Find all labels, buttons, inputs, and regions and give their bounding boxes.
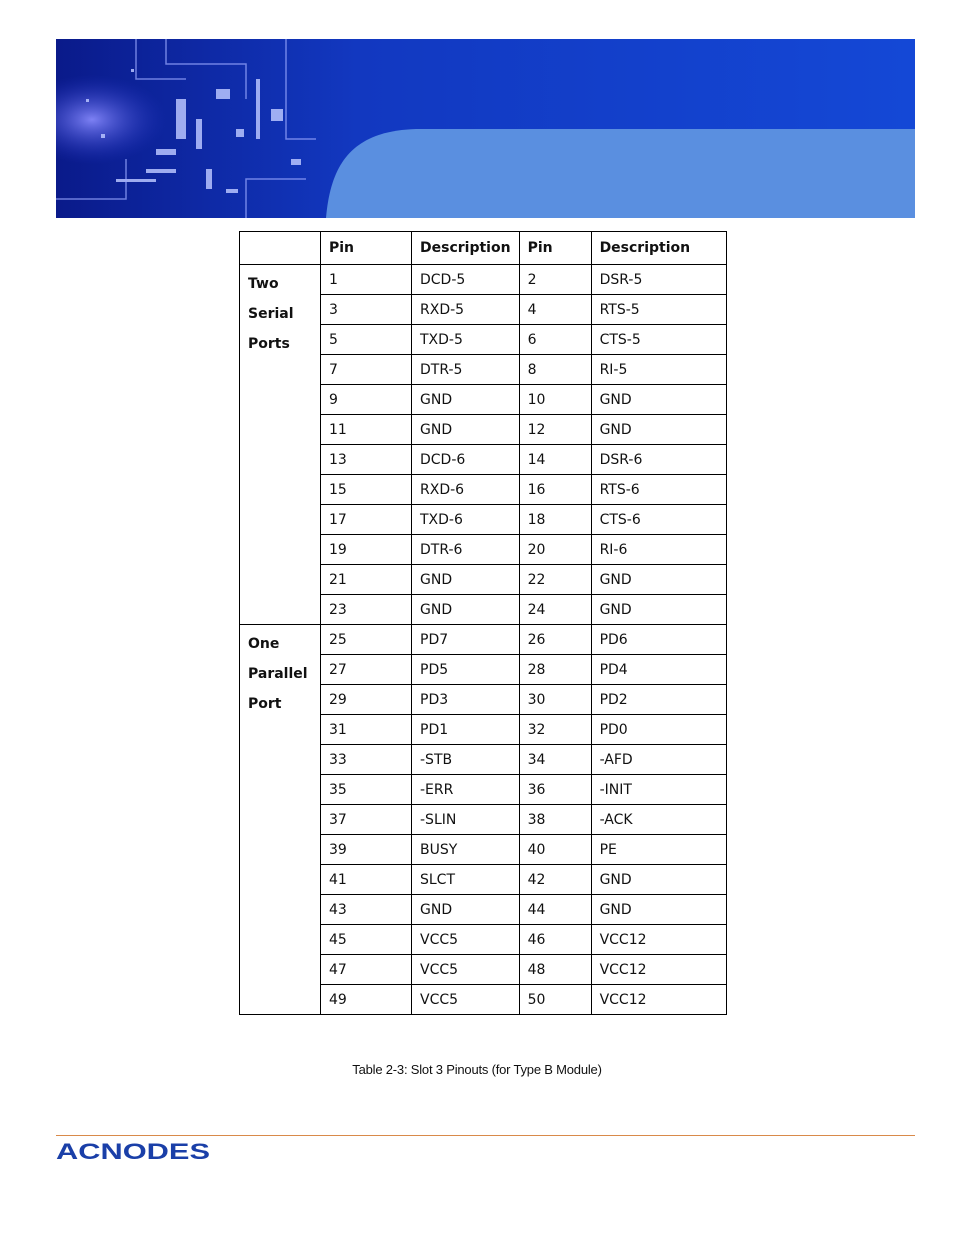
description-cell: RXD-5 — [412, 295, 520, 325]
pin-cell: 36 — [519, 775, 591, 805]
group-label — [240, 625, 321, 1015]
pin-cell: 6 — [519, 325, 591, 355]
description-cell: GND — [412, 895, 520, 925]
pin-cell: 21 — [321, 565, 412, 595]
description-cell: -SLIN — [412, 805, 520, 835]
description-cell: PD3 — [412, 685, 520, 715]
description-cell: PD2 — [591, 685, 726, 715]
description-cell: -INIT — [591, 775, 726, 805]
description-cell: PD4 — [591, 655, 726, 685]
description-cell: RTS-5 — [591, 295, 726, 325]
table-caption: Table 2-3: Slot 3 Pinouts (for Type B Module) — [352, 1062, 602, 1077]
logo-text: ACNODES — [56, 1139, 210, 1164]
pin-cell: 3 — [321, 295, 412, 325]
description-cell: DTR-6 — [412, 535, 520, 565]
header-cell-description: Description — [591, 232, 726, 265]
description-cell: PD0 — [591, 715, 726, 745]
description-cell: CTS-5 — [591, 325, 726, 355]
table-row — [240, 265, 727, 295]
description-cell: GND — [591, 595, 726, 625]
group-label-line: Serial — [248, 306, 294, 322]
pin-cell: 8 — [519, 355, 591, 385]
description-cell: VCC12 — [591, 955, 726, 985]
description-cell: DCD-5 — [412, 265, 520, 295]
description-cell: CTS-6 — [591, 505, 726, 535]
description-cell: TXD-6 — [412, 505, 520, 535]
pin-cell: 40 — [519, 835, 591, 865]
pin-cell: 45 — [321, 925, 412, 955]
description-cell: VCC5 — [412, 925, 520, 955]
description-cell: RI-6 — [591, 535, 726, 565]
pin-cell: 32 — [519, 715, 591, 745]
table-row — [240, 625, 727, 655]
description-cell: DTR-5 — [412, 355, 520, 385]
description-cell: PD1 — [412, 715, 520, 745]
pinout-table-body — [240, 265, 727, 1015]
pin-cell: 9 — [321, 385, 412, 415]
pin-cell: 43 — [321, 895, 412, 925]
pin-cell: 24 — [519, 595, 591, 625]
table-header-row — [240, 232, 727, 265]
description-cell: DSR-6 — [591, 445, 726, 475]
group-label-line: Ports — [248, 336, 290, 352]
group-label-line: Parallel — [248, 666, 308, 682]
pin-cell: 19 — [321, 535, 412, 565]
pin-cell: 2 — [519, 265, 591, 295]
pin-cell: 5 — [321, 325, 412, 355]
description-cell: DCD-6 — [412, 445, 520, 475]
pin-cell: 15 — [321, 475, 412, 505]
footer-rule — [56, 1135, 915, 1136]
pin-cell: 42 — [519, 865, 591, 895]
pin-cell: 44 — [519, 895, 591, 925]
description-cell: PD5 — [412, 655, 520, 685]
description-cell: GND — [591, 415, 726, 445]
pin-cell: 41 — [321, 865, 412, 895]
description-cell: -STB — [412, 745, 520, 775]
description-cell: VCC5 — [412, 955, 520, 985]
pin-cell: 34 — [519, 745, 591, 775]
pin-cell: 30 — [519, 685, 591, 715]
group-label-line: Two — [248, 276, 279, 292]
header-cell-pin: Pin — [321, 232, 412, 265]
pin-cell: 16 — [519, 475, 591, 505]
pin-cell: 26 — [519, 625, 591, 655]
description-cell: GND — [412, 415, 520, 445]
description-cell: GND — [412, 595, 520, 625]
pinout-table — [239, 231, 727, 1015]
description-cell: SLCT — [412, 865, 520, 895]
description-cell: -AFD — [591, 745, 726, 775]
pin-cell: 28 — [519, 655, 591, 685]
description-cell: PD6 — [591, 625, 726, 655]
pin-cell: 39 — [321, 835, 412, 865]
pin-cell: 31 — [321, 715, 412, 745]
pin-cell: 47 — [321, 955, 412, 985]
pin-cell: 14 — [519, 445, 591, 475]
pin-cell: 17 — [321, 505, 412, 535]
pin-cell: 37 — [321, 805, 412, 835]
pin-cell: 46 — [519, 925, 591, 955]
description-cell: RXD-6 — [412, 475, 520, 505]
pin-cell: 48 — [519, 955, 591, 985]
description-cell: PD7 — [412, 625, 520, 655]
header-cell-description: Description — [412, 232, 520, 265]
pin-cell: 50 — [519, 985, 591, 1015]
description-cell: VCC12 — [591, 925, 726, 955]
description-cell: VCC5 — [412, 985, 520, 1015]
pin-cell: 38 — [519, 805, 591, 835]
pin-cell: 20 — [519, 535, 591, 565]
description-cell: VCC12 — [591, 985, 726, 1015]
description-cell: -ERR — [412, 775, 520, 805]
pin-cell: 27 — [321, 655, 412, 685]
pin-cell: 33 — [321, 745, 412, 775]
pin-cell: 4 — [519, 295, 591, 325]
pin-cell: 7 — [321, 355, 412, 385]
pin-cell: 35 — [321, 775, 412, 805]
description-cell: GND — [591, 865, 726, 895]
pin-cell: 10 — [519, 385, 591, 415]
description-cell: -ACK — [591, 805, 726, 835]
pin-cell: 12 — [519, 415, 591, 445]
pin-cell: 49 — [321, 985, 412, 1015]
pin-cell: 22 — [519, 565, 591, 595]
pin-cell: 13 — [321, 445, 412, 475]
description-cell: PE — [591, 835, 726, 865]
acnodes-logo-icon — [56, 1138, 212, 1164]
circuit-board-banner-icon — [56, 39, 915, 218]
header-cell-pin: Pin — [519, 232, 591, 265]
header-cell — [240, 232, 321, 265]
description-cell: GND — [591, 895, 726, 925]
description-cell: TXD-5 — [412, 325, 520, 355]
pin-cell: 23 — [321, 595, 412, 625]
group-label — [240, 265, 321, 625]
description-cell: GND — [412, 385, 520, 415]
description-cell: GND — [591, 565, 726, 595]
header-banner — [56, 39, 915, 218]
pin-cell: 11 — [321, 415, 412, 445]
description-cell: BUSY — [412, 835, 520, 865]
description-cell: DSR-5 — [591, 265, 726, 295]
description-cell: RI-5 — [591, 355, 726, 385]
pin-cell: 1 — [321, 265, 412, 295]
description-cell: GND — [412, 565, 520, 595]
group-label-line: One — [248, 636, 280, 652]
pin-cell: 25 — [321, 625, 412, 655]
description-cell: RTS-6 — [591, 475, 726, 505]
pin-cell: 29 — [321, 685, 412, 715]
group-label-line: Port — [248, 696, 282, 712]
description-cell: GND — [591, 385, 726, 415]
pin-cell: 18 — [519, 505, 591, 535]
